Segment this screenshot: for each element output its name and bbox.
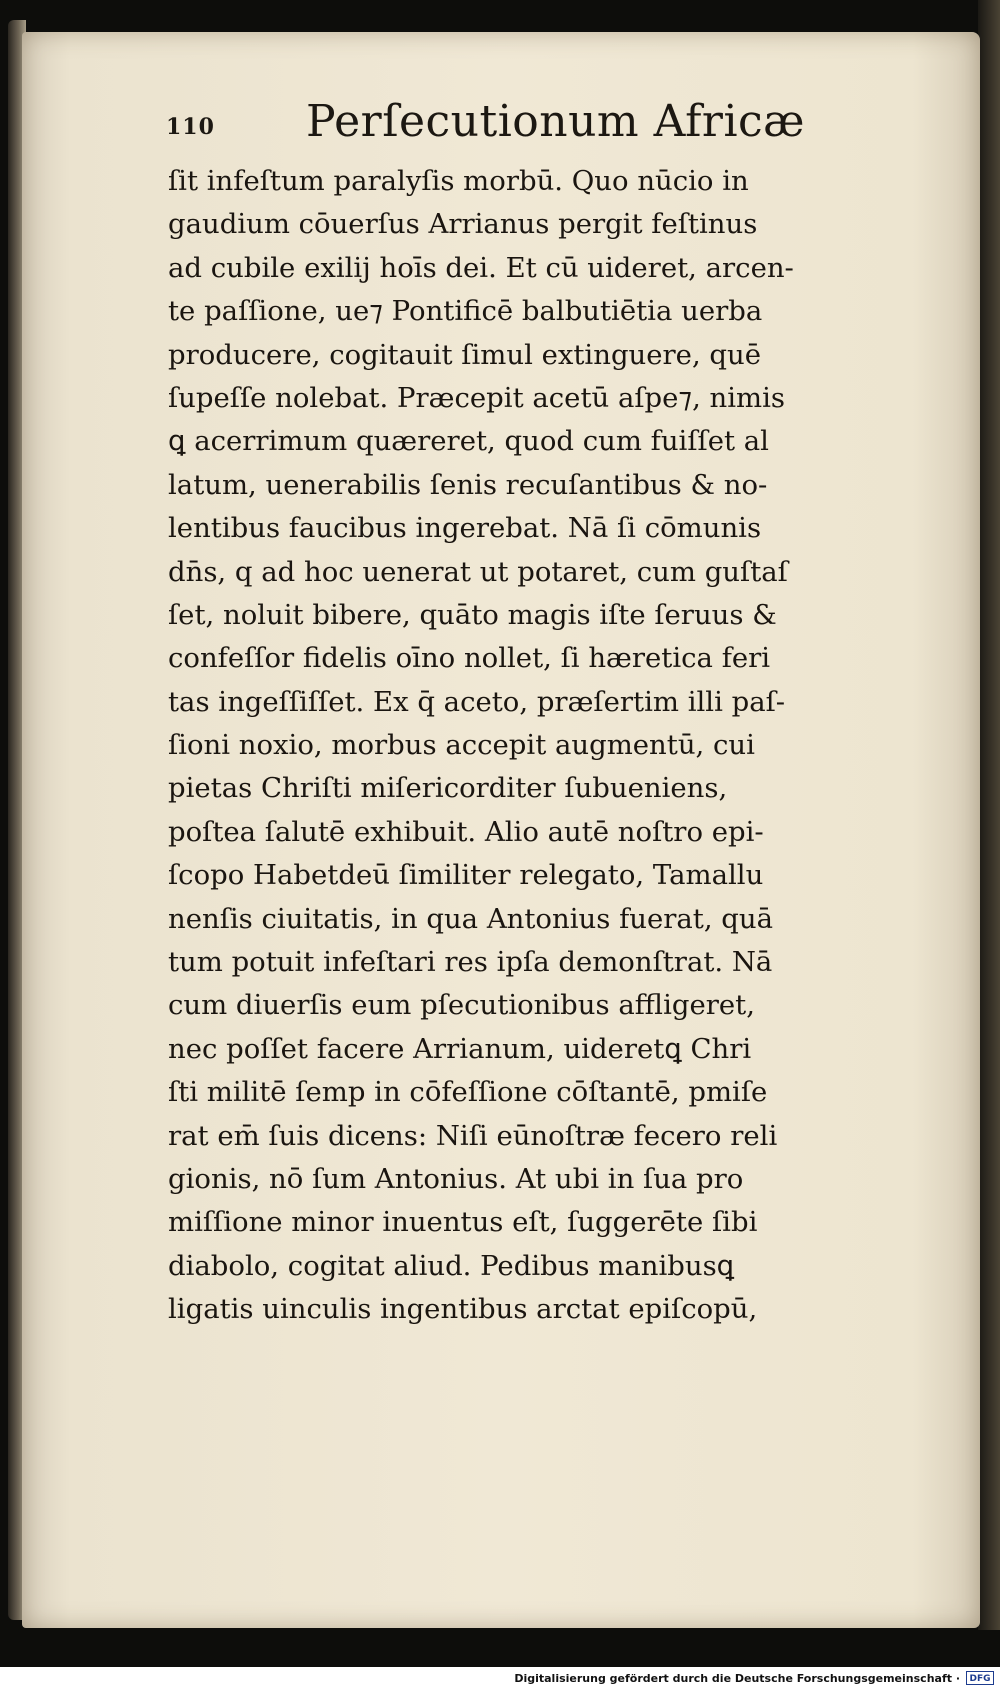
text-line: cum diuerſis eum pſecutionibus affligeret, <box>168 989 755 1022</box>
text-line: ſioni noxio, morbus accepit augmentū, cui <box>168 729 755 762</box>
text-line: tum potuit infeſtari res ipſa demonſtrat. Nā <box>168 946 773 979</box>
digitization-footer <box>0 1667 1000 1689</box>
body-text <box>168 160 936 1332</box>
text-line: dn̄s, q ad hoc uenerat ut potaret, cum guſtaſ <box>168 555 788 588</box>
text-line: ſet, noluit bibere, quāto magis iſte ſeruus & <box>168 598 777 631</box>
text-line: producere, cogitauit ſimul extinguere, quē <box>168 338 762 371</box>
page-number: 110 <box>166 114 215 140</box>
text-line: tas ingeſſiſſet. Ex q̄ aceto, præſertim illi paſ- <box>168 685 786 718</box>
text-line: gaudium cōuerſus Arrianus pergit feſtinus <box>168 208 758 241</box>
text-line: rat em̄ ſuis dicens: Niſi eūnoſtræ fecero reli <box>168 1119 778 1152</box>
text-line: nenſis ciuitatis, in qua Antonius fuerat, quā <box>168 902 774 935</box>
text-line: pietas Chriſti miſericorditer ſubueniens, <box>168 772 728 805</box>
text-line: lentibus faucibus ingerebat. Nā ſi cōmunis <box>168 512 762 545</box>
text-line: ſupeſſe nolebat. Præcepit acetū aſpe⁊, nimis <box>168 381 786 414</box>
running-header <box>158 96 938 156</box>
text-line: te paſſione, ue⁊ Pontificē balbutiētia uerba <box>168 295 763 328</box>
text-line: confeſſor fidelis oīno nollet, ſi hæretica feri <box>168 642 771 675</box>
running-title: Perſecutionum Africæ <box>306 96 806 147</box>
text-line: poſtea ſalutē exhibuit. Alio autē noſtro epi- <box>168 815 764 848</box>
funding-credit: Digitalisierung gefördert durch die Deutsche Forschungsgemeinschaft · <box>514 1672 960 1685</box>
text-line: ad cubile exilij hoīs dei. Et cū uideret, arcen- <box>168 251 794 284</box>
binding-shadow <box>978 0 1000 1630</box>
text-line: diabolo, cogitat aliud. Pedibus manibusꝗ <box>168 1249 735 1282</box>
text-line: ſit infeſtum paralyſis morbū. Quo nūcio in <box>168 165 749 197</box>
text-line: ligatis uinculis ingentibus arctat epiſcopū, <box>168 1293 758 1326</box>
text-line: latum, uenerabilis ſenis recuſantibus & no- <box>168 468 768 501</box>
text-line: ſcopo Habetdeū ſimiliter relegato, Tamallu <box>168 859 764 892</box>
text-line: miſſione minor inuentus eſt, ſuggerēte ſibi <box>168 1206 758 1239</box>
dfg-logo-icon: DFG <box>966 1671 994 1685</box>
text-line: nec poſſet facere Arrianum, uideretꝗ Chri <box>168 1032 752 1065</box>
text-line: ſti militē ſemp in cōfeſſione cōſtantē, pmiſe <box>168 1076 768 1109</box>
text-line: ꝗ acerrimum quæreret, quod cum fuiſſet al <box>168 425 769 458</box>
text-line: gionis, nō ſum Antonius. At ubi in ſua pro <box>168 1162 744 1195</box>
